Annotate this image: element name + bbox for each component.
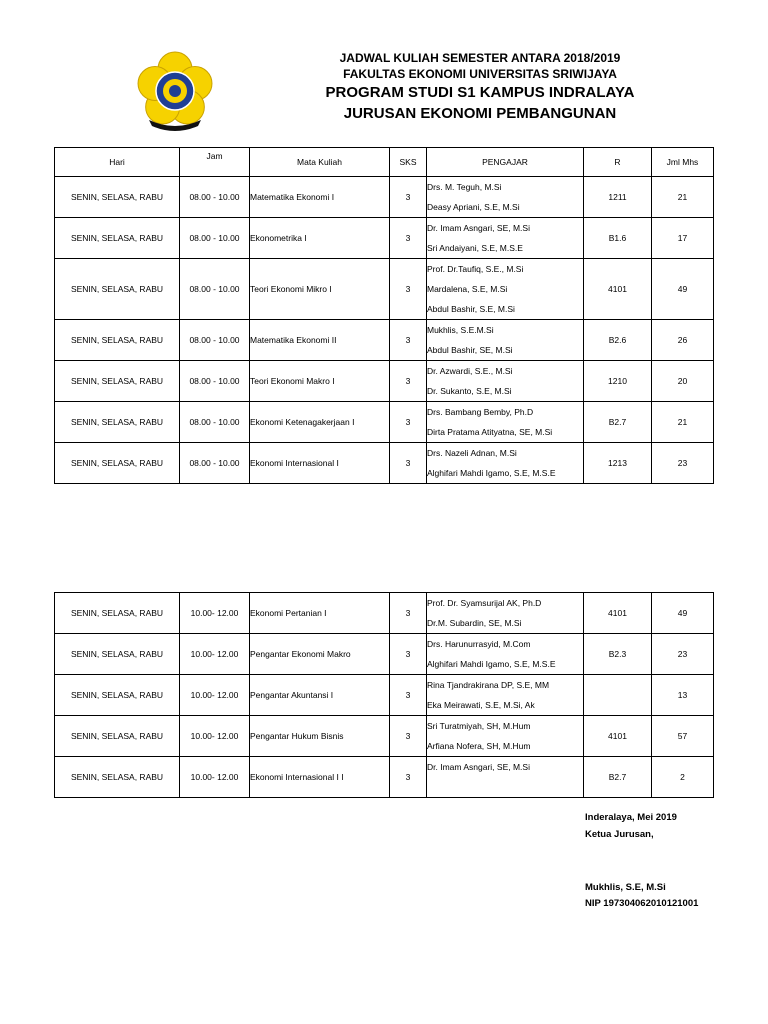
table-row (55, 402, 714, 443)
cell-jam: 08.00 - 10.00 (180, 361, 250, 402)
cell-sks: 3 (390, 443, 427, 484)
cell-mata-kuliah: Ekonomi Internasional I I (250, 757, 390, 798)
cell-hari: SENIN, SELASA, RABU (55, 218, 180, 259)
cell-jam: 10.00- 12.00 (180, 675, 250, 716)
cell-sks: 3 (390, 177, 427, 218)
col-header-pengajar: PENGAJAR (427, 148, 584, 177)
cell-sks: 3 (390, 716, 427, 757)
cell-jam: 08.00 - 10.00 (180, 320, 250, 361)
pengajar-name: Abdul Bashir, SE, M.Si (427, 345, 513, 355)
cell-sks: 3 (390, 757, 427, 798)
pengajar-name: Eka Meirawati, S.E, M.Si, Ak (427, 700, 535, 710)
col-header-jml-mhs: Jml Mhs (652, 148, 714, 177)
pengajar-name: Dr. Imam Asngari, SE, M.Si (427, 223, 530, 233)
cell-jml-mhs: 23 (652, 634, 714, 675)
cell-pengajar (427, 259, 584, 320)
pengajar-name: Dr. Imam Asngari, SE, M.Si (427, 762, 530, 772)
cell-mata-kuliah: Pengantar Akuntansi I (250, 675, 390, 716)
cell-hari: SENIN, SELASA, RABU (55, 593, 180, 634)
table-row (55, 259, 714, 320)
cell-mata-kuliah: Ekonometrika I (250, 218, 390, 259)
pengajar-name: Prof. Dr. Syamsurijal AK, Ph.D (427, 598, 542, 608)
cell-jml-mhs: 21 (652, 177, 714, 218)
cell-sks: 3 (390, 361, 427, 402)
col-header-sks: SKS (390, 148, 427, 177)
cell-ruang: B2.6 (584, 320, 652, 361)
cell-jam: 08.00 - 10.00 (180, 218, 250, 259)
cell-pengajar (427, 402, 584, 443)
cell-jml-mhs: 13 (652, 675, 714, 716)
pengajar-name: Dr. Azwardi, S.E., M.Si (427, 366, 513, 376)
cell-ruang: 4101 (584, 593, 652, 634)
cell-jml-mhs: 26 (652, 320, 714, 361)
cell-jml-mhs: 57 (652, 716, 714, 757)
cell-hari: SENIN, SELASA, RABU (55, 402, 180, 443)
table-row (55, 320, 714, 361)
cell-hari: SENIN, SELASA, RABU (55, 320, 180, 361)
signature-name: Mukhlis, S.E, M.Si (585, 882, 666, 893)
pengajar-name: Dirta Pratama Atityatna, SE, M.Si (427, 427, 553, 437)
pengajar-name: Sri Andaiyani, S.E, M.S.E (427, 243, 523, 253)
cell-jam: 08.00 - 10.00 (180, 177, 250, 218)
col-header-mata-kuliah: Mata Kuliah (250, 148, 390, 177)
cell-pengajar (427, 177, 584, 218)
signature-place-date: Inderalaya, Mei 2019 (585, 812, 677, 823)
pengajar-name: Deasy Apriani, S.E, M.Si (427, 202, 520, 212)
cell-jam: 10.00- 12.00 (180, 716, 250, 757)
cell-jml-mhs: 49 (652, 259, 714, 320)
cell-ruang (584, 675, 652, 716)
pengajar-name: Drs. Bambang Bemby, Ph.D (427, 407, 534, 417)
cell-pengajar (427, 675, 584, 716)
cell-ruang: 1213 (584, 443, 652, 484)
cell-hari: SENIN, SELASA, RABU (55, 443, 180, 484)
pengajar-name: Arfiana Nofera, SH, M.Hum (427, 741, 531, 751)
cell-mata-kuliah: Teori Ekonomi Makro I (250, 361, 390, 402)
schedule-table-morning (54, 147, 714, 484)
table-row (55, 593, 714, 634)
cell-ruang: 1211 (584, 177, 652, 218)
cell-ruang: B2.7 (584, 402, 652, 443)
cell-sks: 3 (390, 259, 427, 320)
cell-pengajar (427, 593, 584, 634)
cell-hari: SENIN, SELASA, RABU (55, 177, 180, 218)
department-title: JURUSAN EKONOMI PEMBANGUNAN (343, 105, 617, 122)
schedule-table-late-morning (54, 592, 714, 798)
cell-sks: 3 (390, 320, 427, 361)
pengajar-name (427, 777, 583, 797)
cell-mata-kuliah: Ekonomi Ketenagakerjaan I (250, 402, 390, 443)
cell-pengajar (427, 716, 584, 757)
cell-hari: SENIN, SELASA, RABU (55, 716, 180, 757)
cell-jam: 08.00 - 10.00 (180, 402, 250, 443)
faculty-title: FAKULTAS EKONOMI UNIVERSITAS SRIWIJAYA (343, 67, 617, 81)
cell-hari: SENIN, SELASA, RABU (55, 259, 180, 320)
cell-hari: SENIN, SELASA, RABU (55, 675, 180, 716)
cell-jml-mhs: 17 (652, 218, 714, 259)
pengajar-name: Rina Tjandrakirana DP, S.E, MM (427, 680, 550, 690)
cell-hari: SENIN, SELASA, RABU (55, 757, 180, 798)
cell-ruang: B1.6 (584, 218, 652, 259)
table-row (55, 675, 714, 716)
cell-ruang: 1210 (584, 361, 652, 402)
cell-mata-kuliah: Pengantar Ekonomi Makro (250, 634, 390, 675)
table-row (55, 634, 714, 675)
cell-mata-kuliah: Ekonomi Internasional I (250, 443, 390, 484)
cell-sks: 3 (390, 675, 427, 716)
table-row (55, 177, 714, 218)
cell-sks: 3 (390, 218, 427, 259)
cell-jml-mhs: 23 (652, 443, 714, 484)
cell-ruang: B2.3 (584, 634, 652, 675)
pengajar-name: Drs. M. Teguh, M.Si (427, 182, 502, 192)
pengajar-name: Sri Turatmiyah, SH, M.Hum (427, 721, 531, 731)
cell-ruang: 4101 (584, 716, 652, 757)
cell-hari: SENIN, SELASA, RABU (55, 634, 180, 675)
cell-hari: SENIN, SELASA, RABU (55, 361, 180, 402)
cell-sks: 3 (390, 402, 427, 443)
cell-jml-mhs: 2 (652, 757, 714, 798)
pengajar-name: Alghifari Mahdi Igamo, S.E, M.S.E (427, 659, 556, 669)
pengajar-name: Dr. Sukanto, S.E, M.Si (427, 386, 512, 396)
cell-sks: 3 (390, 593, 427, 634)
cell-jml-mhs: 21 (652, 402, 714, 443)
cell-pengajar (427, 218, 584, 259)
col-header-hari: Hari (55, 148, 180, 177)
cell-jam: 10.00- 12.00 (180, 757, 250, 798)
pengajar-name: Drs. Nazeli Adnan, M.Si (427, 448, 517, 458)
program-title: PROGRAM STUDI S1 KAMPUS INDRALAYA (325, 84, 635, 101)
cell-sks: 3 (390, 634, 427, 675)
cell-jam: 10.00- 12.00 (180, 634, 250, 675)
schedule-title: JADWAL KULIAH SEMESTER ANTARA 2018/2019 (339, 51, 621, 65)
cell-ruang: B2.7 (584, 757, 652, 798)
pengajar-name: Alghifari Mahdi Igamo, S.E, M.S.E (427, 468, 556, 478)
cell-mata-kuliah: Teori Ekonomi Mikro I (250, 259, 390, 320)
pengajar-name: Abdul Bashir, S.E, M.Si (427, 304, 515, 314)
cell-pengajar (427, 320, 584, 361)
pengajar-name: Mardalena, S.E, M.Si (427, 284, 508, 294)
pengajar-name: Prof. Dr.Taufiq, S.E., M.Si (427, 264, 524, 274)
cell-pengajar (427, 361, 584, 402)
table-row (55, 218, 714, 259)
cell-jam: 10.00- 12.00 (180, 593, 250, 634)
pengajar-name: Drs. Harunurrasyid, M.Com (427, 639, 531, 649)
pengajar-name: Mukhlis, S.E.M.Si (427, 325, 494, 335)
cell-pengajar (427, 443, 584, 484)
table-row (55, 716, 714, 757)
cell-pengajar (427, 634, 584, 675)
cell-ruang: 4101 (584, 259, 652, 320)
signature-nip: NIP 197304062010121001 (585, 898, 699, 909)
cell-mata-kuliah: Matematika Ekonomi II (250, 320, 390, 361)
col-header-jam: Jam (180, 148, 250, 177)
table-header-row (55, 148, 714, 177)
cell-pengajar (427, 757, 584, 798)
table-row (55, 757, 714, 798)
pengajar-name: Dr.M. Subardin, SE, M.Si (427, 618, 522, 628)
cell-jam: 08.00 - 10.00 (180, 443, 250, 484)
university-seal-icon (134, 50, 216, 132)
cell-mata-kuliah: Matematika Ekonomi I (250, 177, 390, 218)
table-row (55, 361, 714, 402)
cell-jam: 08.00 - 10.00 (180, 259, 250, 320)
cell-jml-mhs: 49 (652, 593, 714, 634)
cell-jml-mhs: 20 (652, 361, 714, 402)
table-row (55, 443, 714, 484)
signature-position: Ketua Jurusan, (585, 829, 654, 840)
cell-mata-kuliah: Ekonomi Pertanian I (250, 593, 390, 634)
cell-mata-kuliah: Pengantar Hukum Bisnis (250, 716, 390, 757)
col-header-ruang: R (584, 148, 652, 177)
